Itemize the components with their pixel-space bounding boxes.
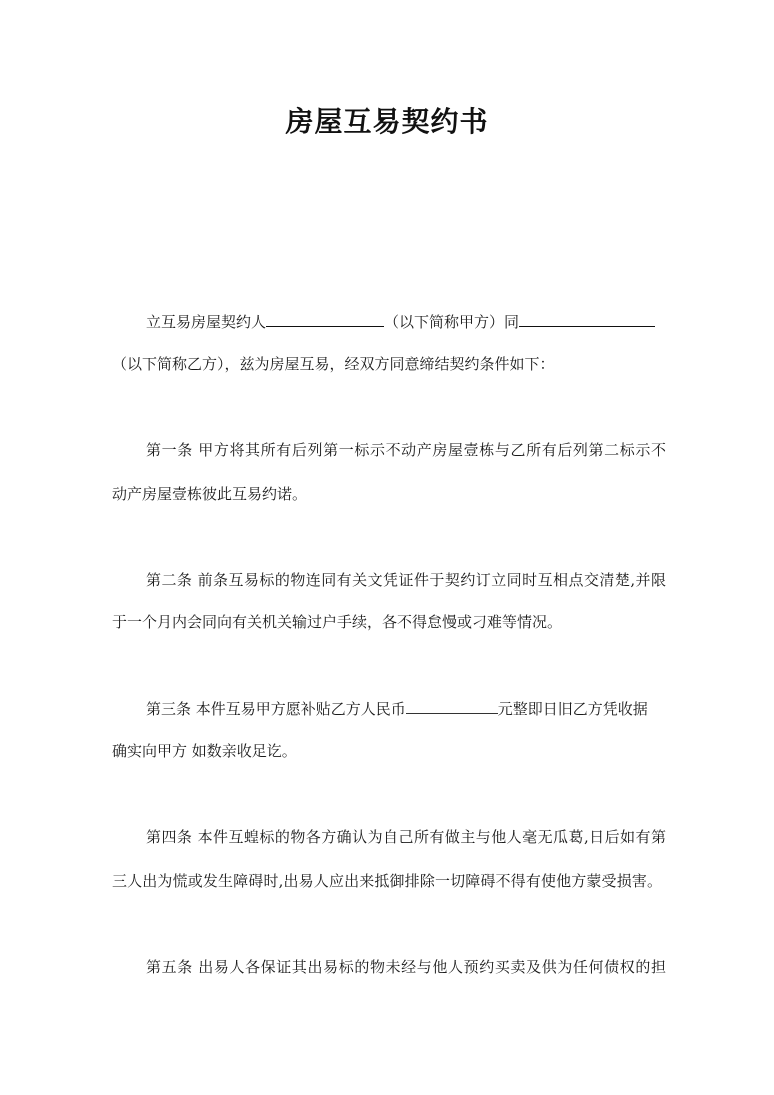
intro-text-1: 立互易房屋契约人 xyxy=(146,313,267,331)
article-2-line-2: 于一个月内会同向有关机关输过户手续，各不得怠慢或刁难等情况。 xyxy=(112,613,563,631)
article-3-text-1: 第三条 本件互易甲方愿补贴乙方人民币 xyxy=(146,700,406,718)
intro-line-2: （以下简称乙方），兹为房屋互易，经双方同意缔结契约条件如下： xyxy=(112,355,555,373)
article-3-text-2: 元整即日旧乙方凭收据 xyxy=(497,700,648,718)
article-4-line-2: 三人出为慌或发生障碍时,出易人应出来抵御排除一切障碍不得有使他方蒙受损害。 xyxy=(112,872,662,890)
document-title: 房屋互易契约书 xyxy=(285,105,489,138)
article-3-line-2: 确实向甲方 如数亲收足讫。 xyxy=(112,742,297,760)
intro-line-1 xyxy=(146,310,666,332)
article-1-line-2: 动产房屋壹栋彼此互易约诺。 xyxy=(112,485,308,503)
article-1-line-1: 第一条 甲方将其所有后列第一标示不动产房屋壹栋与乙所有后列第二标示不 xyxy=(146,441,666,459)
intro-text-2: （以下简称甲方）同 xyxy=(384,313,520,331)
party-a-blank xyxy=(266,310,384,327)
article-4-line-1: 第四条 本件互蝗标的物各方确认为自己所有做主与他人毫无瓜葛,日后如有第 xyxy=(146,828,666,846)
article-5-line-1: 第五条 出易人各保证其出易标的物未经与他人预约买卖及供为任何债权的担 xyxy=(146,958,666,976)
party-b-blank xyxy=(519,310,655,327)
article-2-line-1: 第二条 前条互易标的物连同有关文凭证件于契约订立同时互相点交清楚,并限 xyxy=(146,571,666,589)
article-3-line-1 xyxy=(146,697,666,719)
amount-blank xyxy=(406,697,498,714)
